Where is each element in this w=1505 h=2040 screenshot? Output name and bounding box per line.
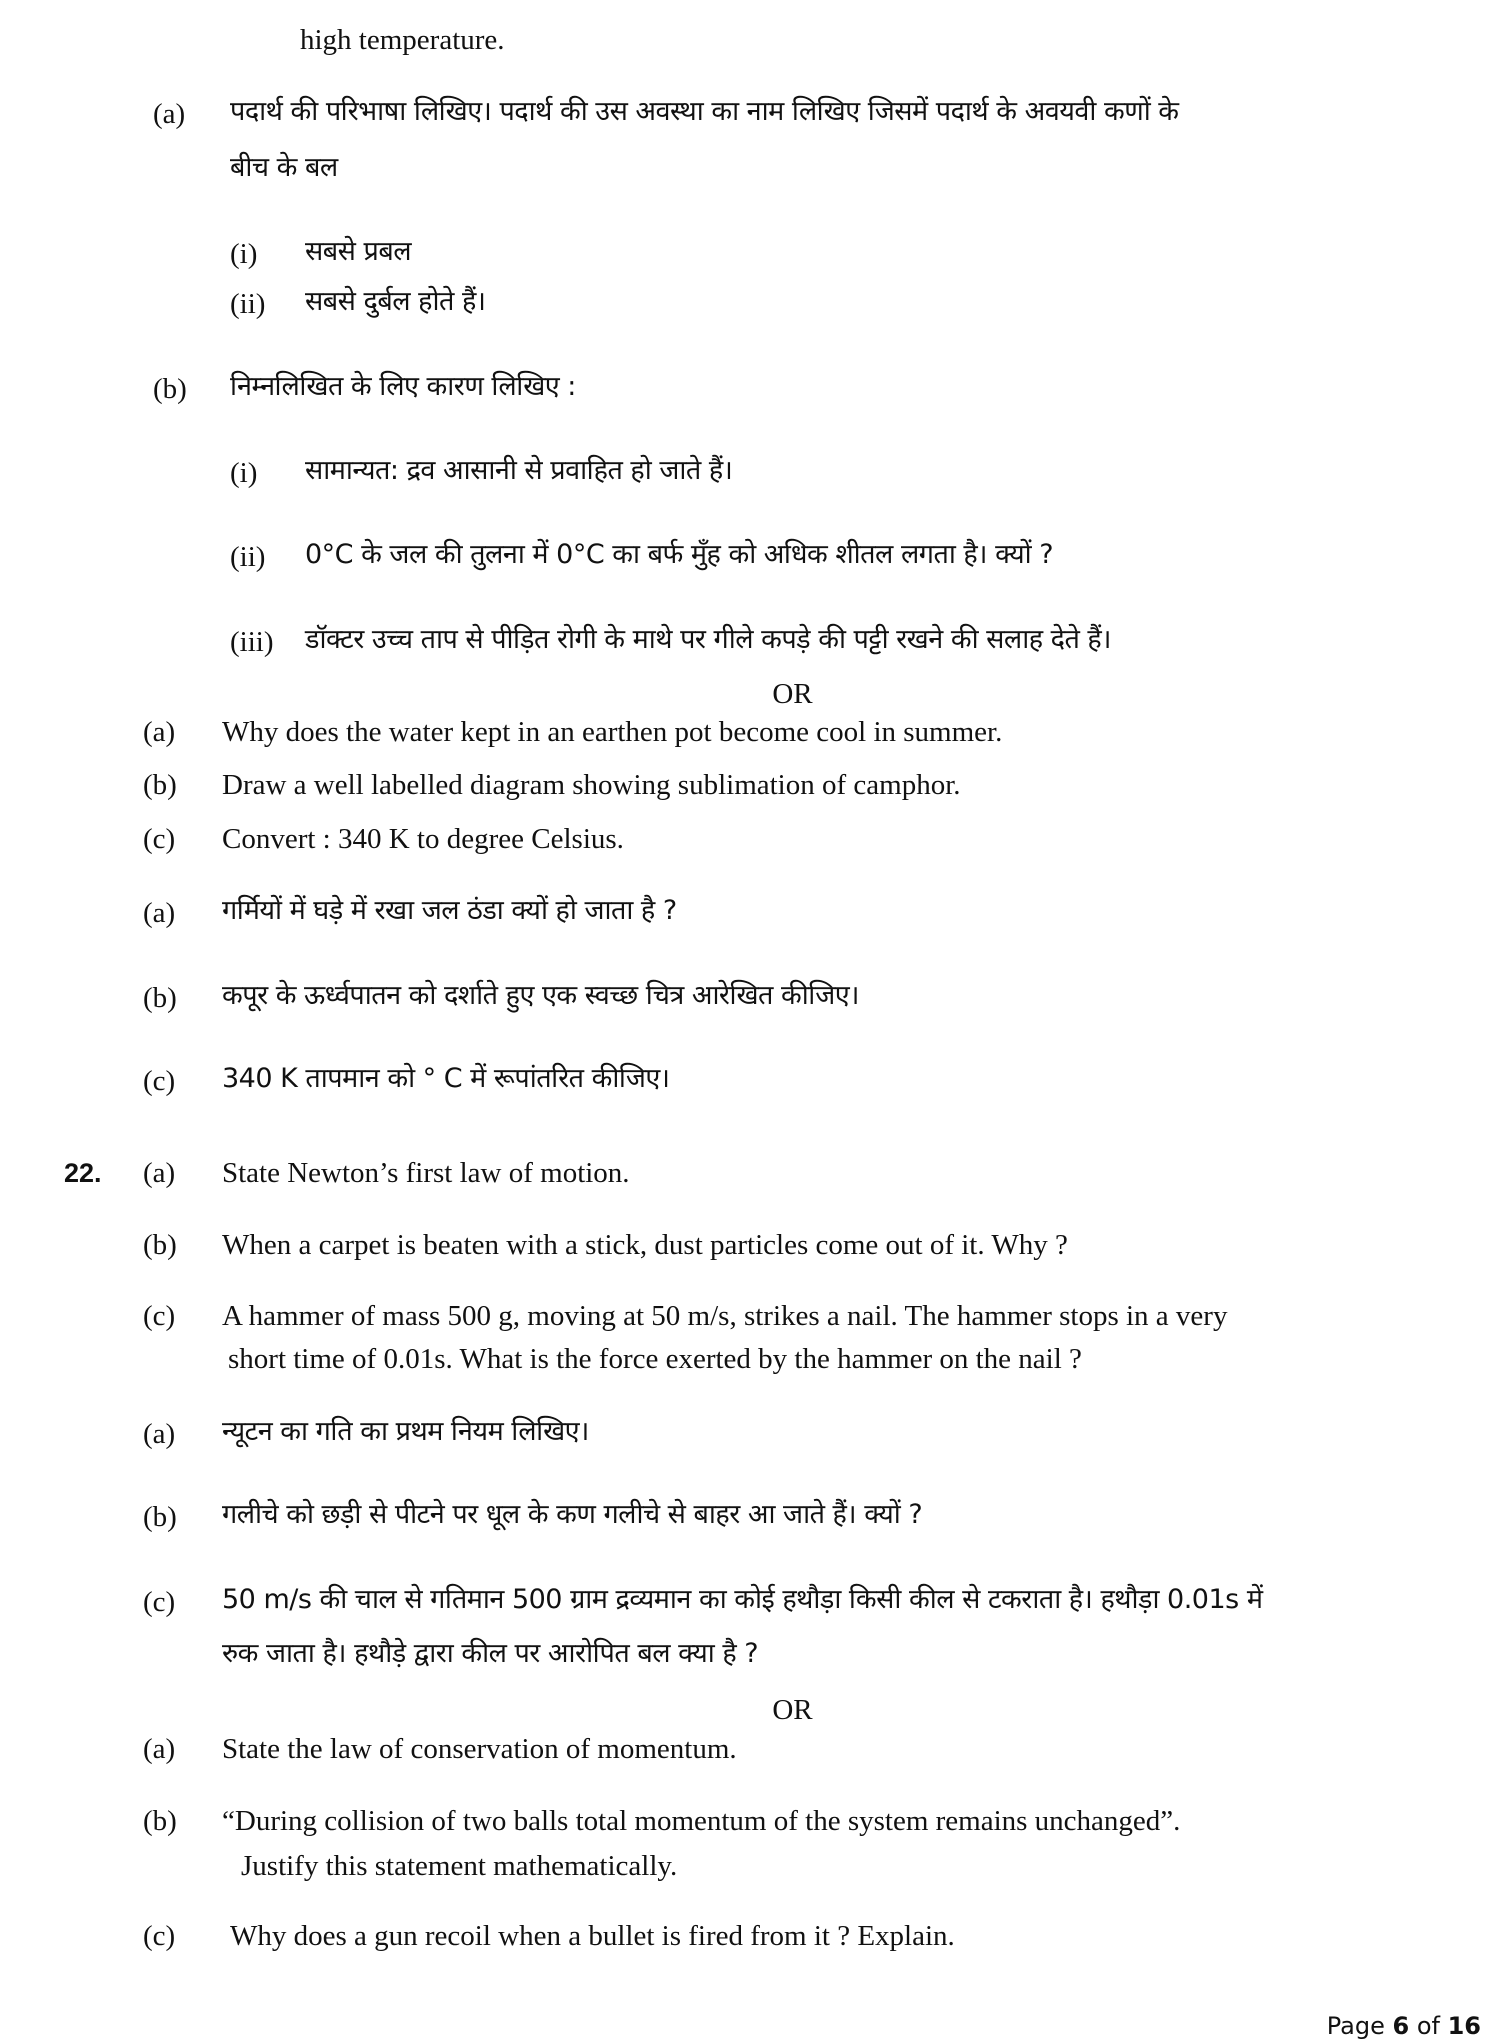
hindi-subpart-iii: डॉक्टर उच्च ताप से पीड़ित रोगी के माथे पर गीले कपड़े की पट्टी रखने की सलाह देते हैं। bbox=[305, 624, 1111, 655]
subpart-label-i: (i) bbox=[230, 238, 258, 270]
part-label-c: (c) bbox=[143, 1065, 176, 1097]
page-current: 6 bbox=[1392, 2012, 1410, 2040]
part-label-b: (b) bbox=[153, 373, 187, 405]
part-label-a: (a) bbox=[143, 1733, 176, 1765]
part-label-b: (b) bbox=[143, 982, 177, 1014]
part-label-c: (c) bbox=[143, 1920, 176, 1952]
part-label-b: (b) bbox=[143, 769, 177, 801]
q22-hindi-question-c-line2: रुक जाता है। हथौड़े द्वारा कील पर आरोपित बल क्या है ? bbox=[222, 1638, 759, 1669]
subpart-label-ii: (ii) bbox=[230, 288, 266, 320]
subpart-label-ii: (ii) bbox=[230, 541, 266, 573]
hindi-question-b: निम्नलिखित के लिए कारण लिखिए : bbox=[230, 371, 576, 402]
question-number: 22. bbox=[64, 1158, 102, 1188]
page-total: 16 bbox=[1447, 2012, 1481, 2040]
part-label-a: (a) bbox=[143, 716, 176, 748]
or-hindi-question-b: कपूर के ऊर्ध्वपातन को दर्शाते हुए एक स्वच्छ चित्र आरेखित कीजिए। bbox=[222, 980, 859, 1011]
or-divider: OR bbox=[772, 678, 813, 710]
or-question-c: Convert : 340 K to degree Celsius. bbox=[222, 823, 624, 855]
or-divider: OR bbox=[772, 1694, 813, 1726]
q22-question-c-line1: A hammer of mass 500 g, moving at 50 m/s, strikes a nail. The hammer stops in a very bbox=[222, 1300, 1228, 1332]
q22-hindi-question-a: न्यूटन का गति का प्रथम नियम लिखिए। bbox=[222, 1416, 589, 1447]
hindi-question-a-line1: पदार्थ की परिभाषा लिखिए। पदार्थ की उस अवस्था का नाम लिखिए जिसमें पदार्थ के अवयवी कणों के bbox=[230, 96, 1179, 127]
q22-question-c-line2: short time of 0.01s. What is the force exerted by the hammer on the nail ? bbox=[228, 1343, 1082, 1375]
hindi-question-a-line2: बीच के बल bbox=[230, 152, 338, 183]
or-question-a: Why does the water kept in an earthen pot become cool in summer. bbox=[222, 716, 1003, 748]
hindi-subpart-ii: 0°C के जल की तुलना में 0°C का बर्फ मुँह को अधिक शीतल लगता है। क्यों ? bbox=[305, 539, 1054, 570]
hindi-subpart-i: सामान्यत: द्रव आसानी से प्रवाहित हो जाते हैं। bbox=[305, 455, 733, 486]
q22-or-question-b-line1: “During collision of two balls total momentum of the system remains unchanged”. bbox=[222, 1805, 1181, 1837]
or-hindi-question-a: गर्मियों में घड़े में रखा जल ठंडा क्यों हो जाता है ? bbox=[222, 895, 677, 926]
part-label-c: (c) bbox=[143, 1586, 176, 1618]
part-label-a: (a) bbox=[143, 897, 176, 929]
part-label-b: (b) bbox=[143, 1229, 177, 1261]
part-label-a: (a) bbox=[143, 1418, 176, 1450]
hindi-subpart-ii: सबसे दुर्बल होते हैं। bbox=[305, 286, 486, 317]
hindi-subpart-i: सबसे प्रबल bbox=[305, 236, 412, 267]
q22-question-a: State Newton’s first law of motion. bbox=[222, 1157, 630, 1189]
page-number bbox=[1327, 2012, 1481, 2040]
continuation-text: high temperature. bbox=[300, 24, 505, 56]
part-label-a: (a) bbox=[153, 98, 186, 130]
part-label-b: (b) bbox=[143, 1805, 177, 1837]
q22-hindi-question-c-line1: 50 m/s की चाल से गतिमान 500 ग्राम द्रव्यमान का कोई हथौड़ा किसी कील से टकराता है। हथौड़ा 0.01s में bbox=[222, 1584, 1263, 1615]
q22-or-question-c: Why does a gun recoil when a bullet is fired from it ? Explain. bbox=[230, 1920, 955, 1952]
part-label-c: (c) bbox=[143, 1300, 176, 1332]
part-label-b: (b) bbox=[143, 1501, 177, 1533]
subpart-label-iii: (iii) bbox=[230, 626, 274, 658]
or-question-b: Draw a well labelled diagram showing sublimation of camphor. bbox=[222, 769, 961, 801]
page-middle: of bbox=[1409, 2012, 1448, 2040]
or-hindi-question-c: 340 K तापमान को ° C में रूपांतरित कीजिए। bbox=[222, 1063, 670, 1094]
q22-question-b: When a carpet is beaten with a stick, dust particles come out of it. Why ? bbox=[222, 1229, 1068, 1261]
q22-hindi-question-b: गलीचे को छड़ी से पीटने पर धूल के कण गलीचे से बाहर आ जाते हैं। क्यों ? bbox=[222, 1499, 923, 1530]
part-label-a: (a) bbox=[143, 1157, 176, 1189]
page-prefix: Page bbox=[1326, 2012, 1393, 2040]
q22-or-question-a: State the law of conservation of momentum. bbox=[222, 1733, 737, 1765]
q22-or-question-b-line2: Justify this statement mathematically. bbox=[241, 1850, 678, 1882]
subpart-label-i: (i) bbox=[230, 457, 258, 489]
part-label-c: (c) bbox=[143, 823, 176, 855]
